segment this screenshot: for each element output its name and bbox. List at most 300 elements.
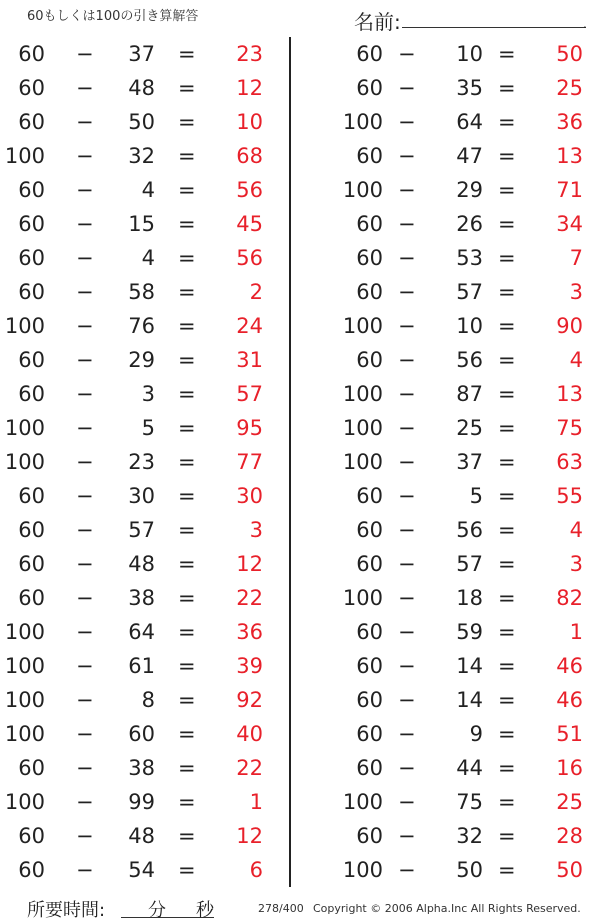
problem-row (0, 819, 290, 853)
subtrahend: 32 (128, 144, 155, 168)
minuend: 60 (356, 620, 383, 644)
minus-sign: − (76, 212, 94, 236)
answer: 12 (236, 76, 263, 100)
seconds-label: 秒 (196, 900, 214, 921)
equals-sign: = (178, 518, 196, 542)
equals-sign: = (178, 484, 196, 508)
equals-sign: = (178, 756, 196, 780)
minus-sign: − (398, 212, 416, 236)
minus-sign: − (76, 688, 94, 712)
answer: 50 (556, 858, 583, 882)
minus-sign: − (76, 178, 94, 202)
minus-sign: − (76, 76, 94, 100)
subtrahend: 32 (456, 824, 483, 848)
equals-sign: = (498, 484, 516, 508)
subtrahend: 38 (128, 756, 155, 780)
problem-row (0, 581, 290, 615)
equals-sign: = (498, 76, 516, 100)
subtrahend: 50 (456, 858, 483, 882)
subtrahend: 18 (456, 586, 483, 610)
answer: 3 (249, 518, 263, 542)
minuend: 100 (342, 790, 383, 814)
subtrahend: 53 (456, 246, 483, 270)
subtrahend: 50 (128, 110, 155, 134)
equals-sign: = (178, 348, 196, 372)
equals-sign: = (178, 144, 196, 168)
minuend: 60 (18, 484, 45, 508)
minus-sign: − (398, 858, 416, 882)
minus-sign: − (76, 246, 94, 270)
answer: 4 (569, 518, 583, 542)
subtrahend: 4 (141, 246, 155, 270)
equals-sign: = (178, 246, 196, 270)
minus-sign: − (398, 484, 416, 508)
answer: 45 (236, 212, 263, 236)
subtrahend: 10 (456, 314, 483, 338)
answer: 36 (556, 110, 583, 134)
page-number: 278/400 (258, 902, 304, 915)
minus-sign: − (76, 280, 94, 304)
minus-sign: − (76, 450, 94, 474)
subtrahend: 44 (456, 756, 483, 780)
equals-sign: = (178, 314, 196, 338)
column-divider (289, 37, 291, 887)
equals-sign: = (498, 178, 516, 202)
answer: 10 (236, 110, 263, 134)
minus-sign: − (398, 654, 416, 678)
problem-row (0, 71, 290, 105)
minuend: 100 (4, 144, 45, 168)
answer: 7 (569, 246, 583, 270)
problem-row (0, 717, 290, 751)
subtrahend: 14 (456, 654, 483, 678)
name-blank-line (402, 27, 586, 28)
problem-row (310, 309, 600, 343)
minus-sign: − (398, 382, 416, 406)
minuend: 60 (356, 348, 383, 372)
equals-sign: = (498, 348, 516, 372)
minus-sign: − (398, 552, 416, 576)
equals-sign: = (498, 280, 516, 304)
problem-row (310, 71, 600, 105)
name-line-end-dot: . (583, 17, 587, 31)
minuend: 60 (356, 722, 383, 746)
problem-row (0, 105, 290, 139)
answer: 40 (236, 722, 263, 746)
problem-row (310, 241, 600, 275)
minus-sign: − (398, 722, 416, 746)
minuend: 60 (18, 246, 45, 270)
subtrahend: 5 (141, 416, 155, 440)
subtrahend: 57 (456, 280, 483, 304)
minus-sign: − (76, 824, 94, 848)
problem-row (310, 173, 600, 207)
minuend: 60 (18, 280, 45, 304)
equals-sign: = (498, 42, 516, 66)
minus-sign: − (76, 484, 94, 508)
equals-sign: = (498, 382, 516, 406)
subtrahend: 56 (456, 518, 483, 542)
minuend: 60 (18, 858, 45, 882)
answer: 34 (556, 212, 583, 236)
minus-sign: − (76, 382, 94, 406)
minuend: 100 (4, 450, 45, 474)
problem-row (0, 785, 290, 819)
answer: 57 (236, 382, 263, 406)
subtrahend: 47 (456, 144, 483, 168)
problem-row (310, 615, 600, 649)
equals-sign: = (178, 450, 196, 474)
subtrahend: 35 (456, 76, 483, 100)
left-problem-column (0, 37, 290, 887)
subtrahend: 4 (141, 178, 155, 202)
minus-sign: − (398, 416, 416, 440)
equals-sign: = (498, 314, 516, 338)
problem-row (0, 411, 290, 445)
equals-sign: = (498, 688, 516, 712)
minus-sign: − (398, 76, 416, 100)
problem-row (0, 173, 290, 207)
answer: 71 (556, 178, 583, 202)
problem-row (310, 683, 600, 717)
minus-sign: − (398, 824, 416, 848)
answer: 25 (556, 790, 583, 814)
subtrahend: 10 (456, 42, 483, 66)
problem-row (310, 751, 600, 785)
subtrahend: 3 (141, 382, 155, 406)
answer: 55 (556, 484, 583, 508)
problem-row (310, 581, 600, 615)
answer: 22 (236, 586, 263, 610)
problem-row (310, 819, 600, 853)
minus-sign: − (76, 110, 94, 134)
time-taken-label: 所要時間: (27, 900, 106, 921)
name-label: 名前: (354, 10, 401, 34)
problem-row (310, 547, 600, 581)
equals-sign: = (498, 246, 516, 270)
minus-sign: − (76, 654, 94, 678)
equals-sign: = (178, 654, 196, 678)
problem-row (310, 649, 600, 683)
minuend: 100 (342, 314, 383, 338)
minus-sign: − (398, 144, 416, 168)
equals-sign: = (178, 552, 196, 576)
equals-sign: = (178, 42, 196, 66)
right-problem-column (310, 37, 600, 887)
subtrahend: 57 (128, 518, 155, 542)
minuend: 60 (356, 484, 383, 508)
subtrahend: 64 (128, 620, 155, 644)
answer: 68 (236, 144, 263, 168)
answer: 25 (556, 76, 583, 100)
answer: 13 (556, 144, 583, 168)
answer: 92 (236, 688, 263, 712)
equals-sign: = (498, 756, 516, 780)
answer: 3 (569, 552, 583, 576)
answer: 39 (236, 654, 263, 678)
subtrahend: 30 (128, 484, 155, 508)
subtrahend: 9 (469, 722, 483, 746)
equals-sign: = (498, 518, 516, 542)
minus-sign: − (76, 416, 94, 440)
minus-sign: − (76, 722, 94, 746)
minus-sign: − (398, 620, 416, 644)
minus-sign: − (76, 348, 94, 372)
equals-sign: = (498, 110, 516, 134)
minuend: 100 (4, 688, 45, 712)
minuend: 60 (356, 688, 383, 712)
answer: 36 (236, 620, 263, 644)
problem-row (310, 139, 600, 173)
minuend: 100 (4, 790, 45, 814)
problem-row (310, 479, 600, 513)
answer: 28 (556, 824, 583, 848)
minus-sign: − (76, 756, 94, 780)
minuend: 60 (18, 824, 45, 848)
subtrahend: 99 (128, 790, 155, 814)
problem-row (0, 683, 290, 717)
equals-sign: = (498, 144, 516, 168)
equals-sign: = (498, 586, 516, 610)
minus-sign: − (76, 314, 94, 338)
minus-sign: − (398, 314, 416, 338)
minus-sign: − (398, 348, 416, 372)
minuend: 60 (356, 246, 383, 270)
subtrahend: 48 (128, 824, 155, 848)
minuend: 100 (4, 314, 45, 338)
equals-sign: = (178, 416, 196, 440)
subtrahend: 37 (456, 450, 483, 474)
minus-sign: − (76, 858, 94, 882)
minuend: 100 (4, 416, 45, 440)
equals-sign: = (178, 790, 196, 814)
answer: 77 (236, 450, 263, 474)
answer: 56 (236, 178, 263, 202)
minuend: 60 (356, 518, 383, 542)
problem-row (310, 343, 600, 377)
problem-row (0, 751, 290, 785)
problem-row (0, 37, 290, 71)
equals-sign: = (178, 586, 196, 610)
problem-row (0, 377, 290, 411)
answer: 4 (569, 348, 583, 372)
problem-row (0, 309, 290, 343)
subtrahend: 57 (456, 552, 483, 576)
problem-row (0, 853, 290, 887)
subtrahend: 26 (456, 212, 483, 236)
subtrahend: 48 (128, 76, 155, 100)
answer: 12 (236, 824, 263, 848)
answer: 46 (556, 654, 583, 678)
equals-sign: = (498, 722, 516, 746)
minuend: 60 (356, 212, 383, 236)
answer: 75 (556, 416, 583, 440)
problem-row (0, 547, 290, 581)
subtrahend: 5 (469, 484, 483, 508)
minuend: 60 (18, 76, 45, 100)
subtrahend: 14 (456, 688, 483, 712)
answer: 6 (249, 858, 263, 882)
minuend: 100 (4, 620, 45, 644)
minuend: 60 (18, 552, 45, 576)
subtrahend: 64 (456, 110, 483, 134)
problem-row (0, 207, 290, 241)
subtrahend: 54 (128, 858, 155, 882)
answer: 3 (569, 280, 583, 304)
subtrahend: 29 (456, 178, 483, 202)
minus-sign: − (398, 688, 416, 712)
minuend: 100 (342, 450, 383, 474)
equals-sign: = (178, 688, 196, 712)
answer: 95 (236, 416, 263, 440)
minus-sign: − (76, 620, 94, 644)
problem-row (0, 275, 290, 309)
minuend: 100 (4, 654, 45, 678)
problem-row (0, 241, 290, 275)
subtrahend: 25 (456, 416, 483, 440)
equals-sign: = (498, 790, 516, 814)
subtrahend: 76 (128, 314, 155, 338)
problem-row (310, 445, 600, 479)
minuend: 60 (18, 756, 45, 780)
problem-row (310, 513, 600, 547)
subtrahend: 8 (141, 688, 155, 712)
minuend: 60 (18, 382, 45, 406)
problem-row (0, 513, 290, 547)
equals-sign: = (498, 450, 516, 474)
worksheet-title: 60もしくは100の引き算解答 (27, 9, 199, 24)
minuend: 60 (18, 518, 45, 542)
minuend: 60 (356, 280, 383, 304)
minuend: 60 (356, 756, 383, 780)
subtrahend: 15 (128, 212, 155, 236)
problem-row (0, 445, 290, 479)
minuend: 60 (356, 552, 383, 576)
answer: 46 (556, 688, 583, 712)
minus-sign: − (398, 246, 416, 270)
equals-sign: = (498, 824, 516, 848)
minuend: 60 (18, 586, 45, 610)
minus-sign: − (398, 790, 416, 814)
minus-sign: − (398, 42, 416, 66)
equals-sign: = (498, 552, 516, 576)
answer: 50 (556, 42, 583, 66)
problem-row (0, 479, 290, 513)
answer: 90 (556, 314, 583, 338)
minus-sign: − (398, 518, 416, 542)
minuend: 100 (342, 110, 383, 134)
minuend: 100 (342, 858, 383, 882)
answer: 63 (556, 450, 583, 474)
equals-sign: = (178, 620, 196, 644)
problem-row (0, 615, 290, 649)
problem-row (310, 411, 600, 445)
problem-row (0, 343, 290, 377)
minuend: 60 (356, 654, 383, 678)
problem-row (310, 207, 600, 241)
answer: 23 (236, 42, 263, 66)
problem-row (0, 139, 290, 173)
minus-sign: − (76, 144, 94, 168)
problem-row (310, 853, 600, 887)
problem-row (310, 717, 600, 751)
answer: 22 (236, 756, 263, 780)
subtrahend: 38 (128, 586, 155, 610)
minuend: 100 (342, 416, 383, 440)
equals-sign: = (498, 654, 516, 678)
minus-sign: − (76, 42, 94, 66)
equals-sign: = (498, 620, 516, 644)
minuend: 60 (18, 178, 45, 202)
answer: 1 (249, 790, 263, 814)
problem-row (310, 105, 600, 139)
equals-sign: = (178, 76, 196, 100)
minuend: 60 (356, 824, 383, 848)
subtrahend: 75 (456, 790, 483, 814)
problem-row (0, 649, 290, 683)
problem-row (310, 275, 600, 309)
minus-sign: − (76, 586, 94, 610)
minus-sign: − (398, 110, 416, 134)
subtrahend: 58 (128, 280, 155, 304)
minuend: 60 (356, 76, 383, 100)
minuend: 60 (18, 110, 45, 134)
answer: 82 (556, 586, 583, 610)
minus-sign: − (76, 518, 94, 542)
minuend: 60 (18, 42, 45, 66)
minuend: 100 (4, 722, 45, 746)
problem-row (310, 37, 600, 71)
minuend: 60 (356, 144, 383, 168)
answer: 16 (556, 756, 583, 780)
minus-sign: − (76, 552, 94, 576)
problem-row (310, 377, 600, 411)
answer: 24 (236, 314, 263, 338)
equals-sign: = (178, 382, 196, 406)
subtrahend: 61 (128, 654, 155, 678)
problem-row (310, 785, 600, 819)
answer: 2 (249, 280, 263, 304)
answer: 31 (236, 348, 263, 372)
answer: 51 (556, 722, 583, 746)
answer: 56 (236, 246, 263, 270)
minus-sign: − (76, 790, 94, 814)
minuend: 60 (18, 212, 45, 236)
subtrahend: 37 (128, 42, 155, 66)
minus-sign: − (398, 178, 416, 202)
minuend: 100 (342, 586, 383, 610)
equals-sign: = (178, 824, 196, 848)
minus-sign: − (398, 586, 416, 610)
minuend: 100 (342, 178, 383, 202)
minus-sign: − (398, 280, 416, 304)
minuend: 100 (342, 382, 383, 406)
equals-sign: = (178, 110, 196, 134)
equals-sign: = (178, 858, 196, 882)
minus-sign: − (398, 756, 416, 780)
equals-sign: = (178, 178, 196, 202)
answer: 1 (569, 620, 583, 644)
minuend: 60 (356, 42, 383, 66)
subtrahend: 60 (128, 722, 155, 746)
minus-sign: − (398, 450, 416, 474)
equals-sign: = (498, 212, 516, 236)
equals-sign: = (498, 858, 516, 882)
subtrahend: 87 (456, 382, 483, 406)
subtrahend: 29 (128, 348, 155, 372)
minutes-label: 分 (148, 900, 166, 921)
equals-sign: = (178, 280, 196, 304)
